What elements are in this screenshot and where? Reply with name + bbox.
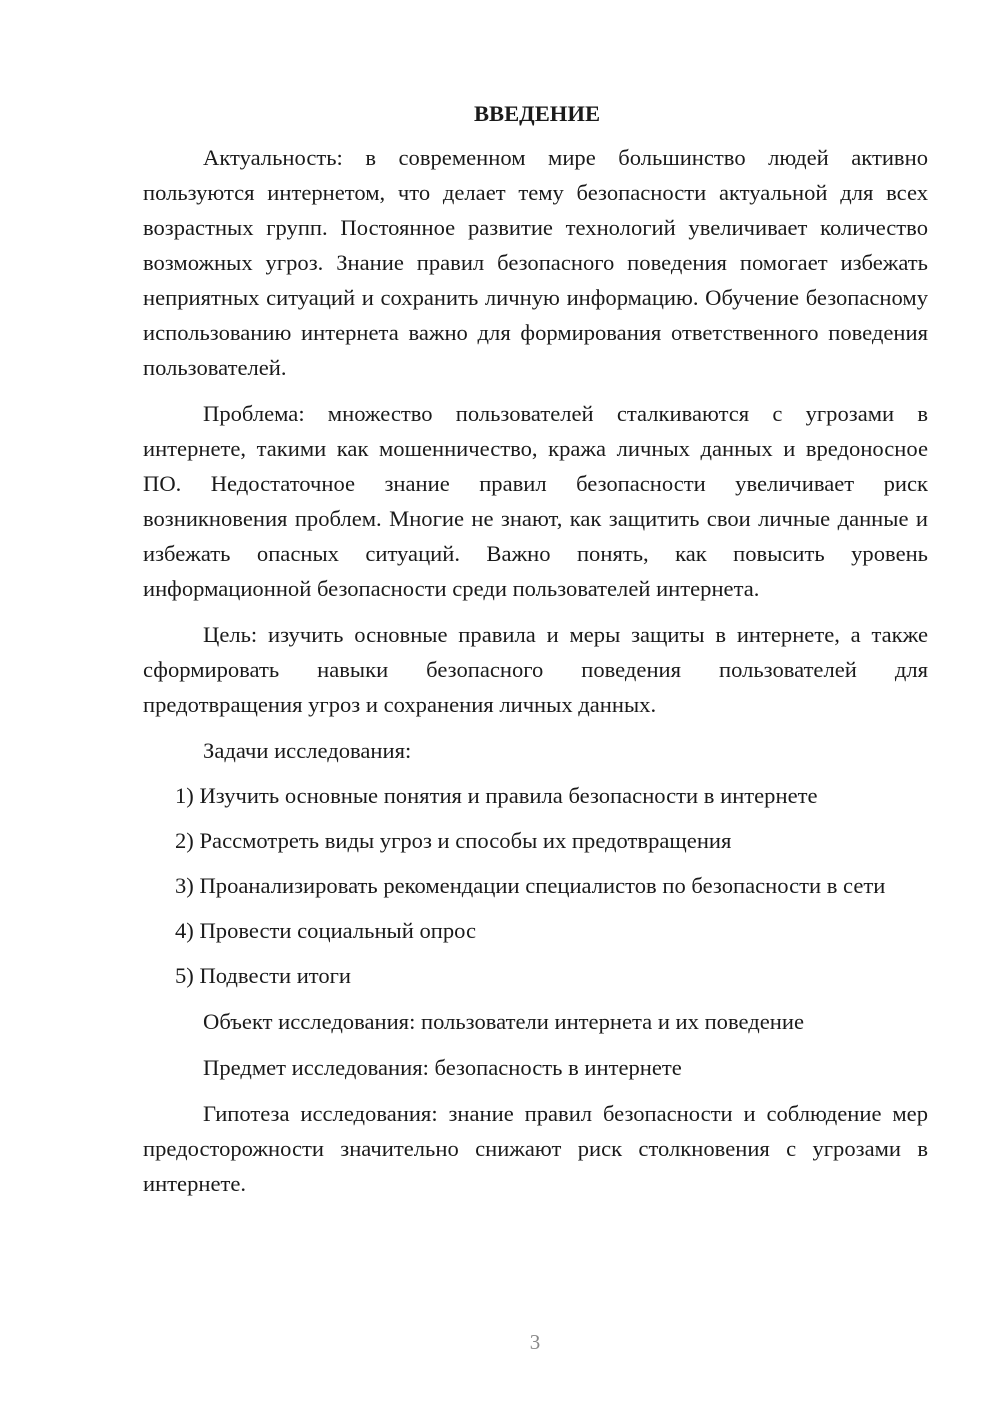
problem-paragraph: Проблема: множество пользователей сталкиваются с угрозами в интернете, такими как мошенничество, кража личных данных и вредоносное ПО. Недостаточное знание правил безопасности увеличивает риск возникновения проблем. Многие не знают, как защитить свои личные данные и избежать опасных ситуаций. Важно понять, как повысить уровень информационной безопасности среди пользователей интернета.	[143, 401, 928, 601]
object-paragraph: Объект исследования: пользователи интернета и их поведение	[203, 1009, 804, 1034]
hypothesis-paragraph: Гипотеза исследования: знание правил безопасности и соблюдение мер предосторожности значительно снижают риск столкновения с угрозами в интернете.	[143, 1101, 928, 1196]
task-item: 3) Проанализировать рекомендации специалистов по безопасности в сети	[175, 873, 886, 898]
task-item: 5) Подвести итоги	[175, 963, 352, 988]
document-page	[143, 96, 928, 1201]
task-item: 1) Изучить основные понятия и правила безопасности в интернете	[175, 783, 818, 808]
subject-paragraph: Предмет исследования: безопасность в интернете	[203, 1055, 682, 1080]
tasks-heading: Задачи исследования:	[203, 738, 412, 763]
relevance-paragraph: Актуальность: в современном мире большинство людей активно пользуются интернетом, что делает тему безопасности актуальной для всех возрастных групп. Постоянное развитие технологий увеличивает количество возможных угроз. Знание правил безопасного поведения помогает избежать неприятных ситуаций и сохранить личную информацию. Обучение безопасному использованию интернета важно для формирования ответственного поведения пользователей.	[143, 145, 928, 380]
goal-paragraph: Цель: изучить основные правила и меры защиты в интернете, а также сформировать навыки безопасного поведения пользователей для предотвращения угроз и сохранения личных данных.	[143, 622, 928, 717]
page-number: 3	[529, 1330, 541, 1354]
page-title: ВВЕДЕНИЕ	[473, 101, 601, 126]
task-item: 2) Рассмотреть виды угроз и способы их предотвращения	[175, 828, 732, 853]
task-item: 4) Провести социальный опрос	[175, 918, 477, 943]
